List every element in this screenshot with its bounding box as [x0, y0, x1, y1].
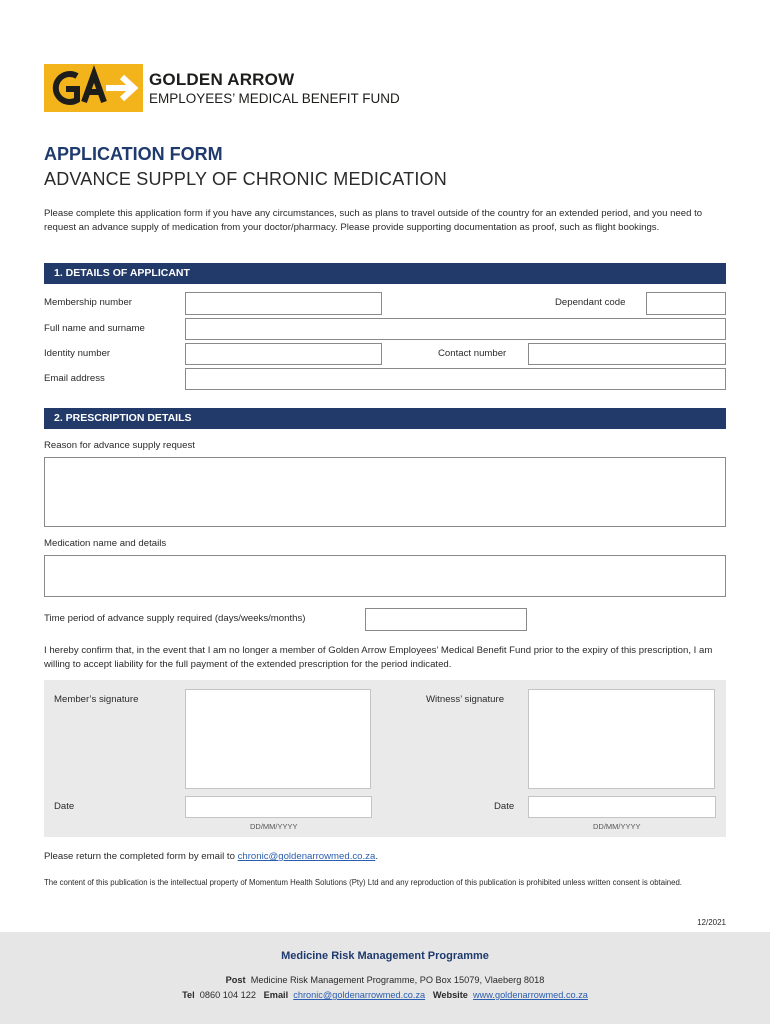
- member-date-label: Date: [54, 801, 75, 812]
- email-label: Email: [263, 990, 289, 1000]
- form-intro: Please complete this application form if you have any circumstances, such as plans to travel outside of the country for an extended period, and you need to request an advance supply of medication from your doctor/pharmacy. Please provide supporting documentation as proof, such as flight bookings.: [44, 208, 703, 233]
- contact-number-field[interactable]: [528, 343, 726, 365]
- post-value: Medicine Risk Management Programme, PO Box 15079, Vlaeberg 8018: [250, 975, 545, 985]
- section-2-heading: 2. PRESCRIPTION DETAILS: [44, 408, 726, 429]
- identity-number-field[interactable]: [185, 343, 382, 365]
- website-label: Website: [432, 990, 468, 1000]
- identity-number-label: Identity number: [44, 348, 111, 359]
- document-code: 12/2021: [697, 918, 726, 927]
- footer-email-link[interactable]: chronic@goldenarrowmed.co.za: [293, 990, 426, 1000]
- member-signature-box[interactable]: [185, 689, 371, 789]
- brand-name: GOLDEN ARROW: [149, 70, 295, 89]
- footer-contact-line: [0, 990, 770, 1000]
- time-period-field[interactable]: [365, 608, 527, 631]
- time-period-label: Time period of advance supply required (days/weeks/months): [44, 613, 306, 624]
- footer-title: Medicine Risk Management Programme: [281, 950, 489, 962]
- full-name-field[interactable]: [185, 318, 726, 340]
- return-email-link[interactable]: chronic@goldenarrowmed.co.za: [237, 851, 376, 862]
- section-1-heading: 1. DETAILS OF APPLICANT: [44, 263, 726, 284]
- footer-website-link[interactable]: www.goldenarrowmed.co.za: [473, 990, 588, 1000]
- brand-tagline: EMPLOYEES’ MEDICAL BENEFIT FUND: [149, 91, 400, 106]
- signature-panel: [44, 680, 726, 837]
- member-date-field[interactable]: [185, 796, 372, 818]
- form-subtitle: ADVANCE SUPPLY OF CHRONIC MEDICATION: [44, 169, 447, 189]
- full-name-label: Full name and surname: [44, 323, 145, 334]
- membership-number-label: Membership number: [44, 297, 132, 308]
- form-title: APPLICATION FORM: [44, 144, 223, 164]
- confirmation-text: I hereby confirm that, in the event that I am no longer a member of Golden Arrow Employees’ Medical Benefit Fund prior to the expiry of this prescription, I am willing to accept liability for the full payment of the extended prescription for the period indicated.: [44, 645, 713, 670]
- reason-field[interactable]: [44, 457, 726, 527]
- member-date-format: DD/MM/YYYY: [250, 822, 298, 831]
- witness-date-format: DD/MM/YYYY: [593, 822, 641, 831]
- membership-number-field[interactable]: [185, 292, 382, 315]
- return-text: Please return the completed form by email to: [44, 851, 235, 862]
- footer-post-line: [0, 975, 770, 985]
- post-label: Post: [225, 975, 246, 985]
- footer: [0, 932, 770, 1024]
- copyright-notice: The content of this publication is the intellectual property of Momentum Health Solutions (Pty) Ltd and any reproduction of this publication is prohibited unless written consent is obtained.: [44, 878, 682, 887]
- reason-label: Reason for advance supply request: [44, 440, 195, 451]
- logo: [44, 64, 400, 112]
- email-address-label: Email address: [44, 373, 105, 384]
- witness-date-field[interactable]: [528, 796, 716, 818]
- tel-value: 0860 104 122: [199, 990, 256, 1000]
- tel-label: Tel: [182, 990, 195, 1000]
- dependant-code-field[interactable]: [646, 292, 726, 315]
- witness-signature-label: Witness’ signature: [426, 694, 505, 705]
- medication-field[interactable]: [44, 555, 726, 597]
- dependant-code-label: Dependant code: [555, 297, 626, 308]
- contact-number-label: Contact number: [438, 348, 507, 359]
- email-address-field[interactable]: [185, 368, 726, 390]
- witness-date-label: Date: [494, 801, 515, 812]
- witness-signature-box[interactable]: [528, 689, 715, 789]
- medication-label: Medication name and details: [44, 538, 167, 549]
- golden-arrow-logo-mark: [44, 64, 143, 112]
- return-instructions: [44, 851, 378, 862]
- member-signature-label: Member’s signature: [54, 694, 139, 705]
- return-end: .: [375, 851, 378, 862]
